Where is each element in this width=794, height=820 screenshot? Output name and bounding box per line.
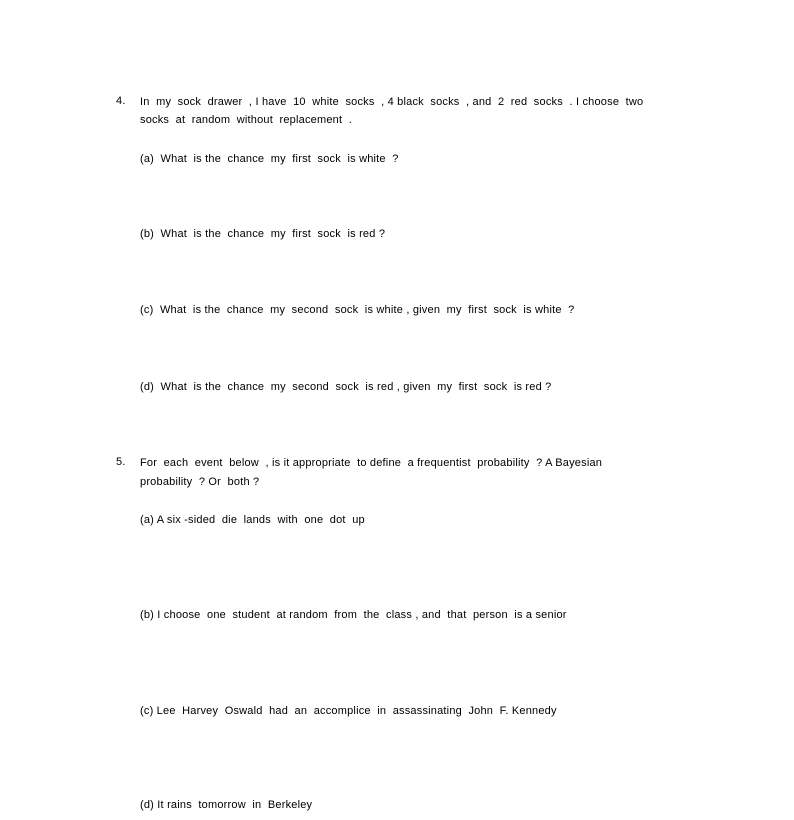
question-5-number: 5. bbox=[116, 456, 126, 468]
question-4b: (b) What is the chance my first sock is red ? bbox=[140, 228, 386, 240]
question-5b: (b) I choose one student at random from the class , and that person is a senior bbox=[140, 609, 567, 621]
question-4c: (c) What is the chance my second sock is white , given my first sock is white ? bbox=[140, 304, 575, 316]
question-5c: (c) Lee Harvey Oswald had an accomplice in assassinating John F. Kennedy bbox=[140, 705, 557, 717]
question-4-number: 4. bbox=[116, 95, 126, 107]
question-5-stem-line-1: For each event below , is it appropriate to define a frequentist probability ? A Bayesian bbox=[140, 457, 603, 469]
question-4-stem-line-2: socks at random without replacement . bbox=[140, 114, 352, 126]
question-4-stem-line-1: In my sock drawer , I have 10 white socks , 4 black socks , and 2 red socks . I choose two bbox=[140, 96, 644, 108]
question-5d: (d) It rains tomorrow in Berkeley bbox=[140, 799, 313, 811]
question-4a: (a) What is the chance my first sock is white ? bbox=[140, 153, 399, 165]
question-5a: (a) A six -sided die lands with one dot up bbox=[140, 514, 365, 526]
question-4d: (d) What is the chance my second sock is red , given my first sock is red ? bbox=[140, 381, 552, 393]
question-5-stem-line-2: probability ? Or both ? bbox=[140, 476, 260, 488]
